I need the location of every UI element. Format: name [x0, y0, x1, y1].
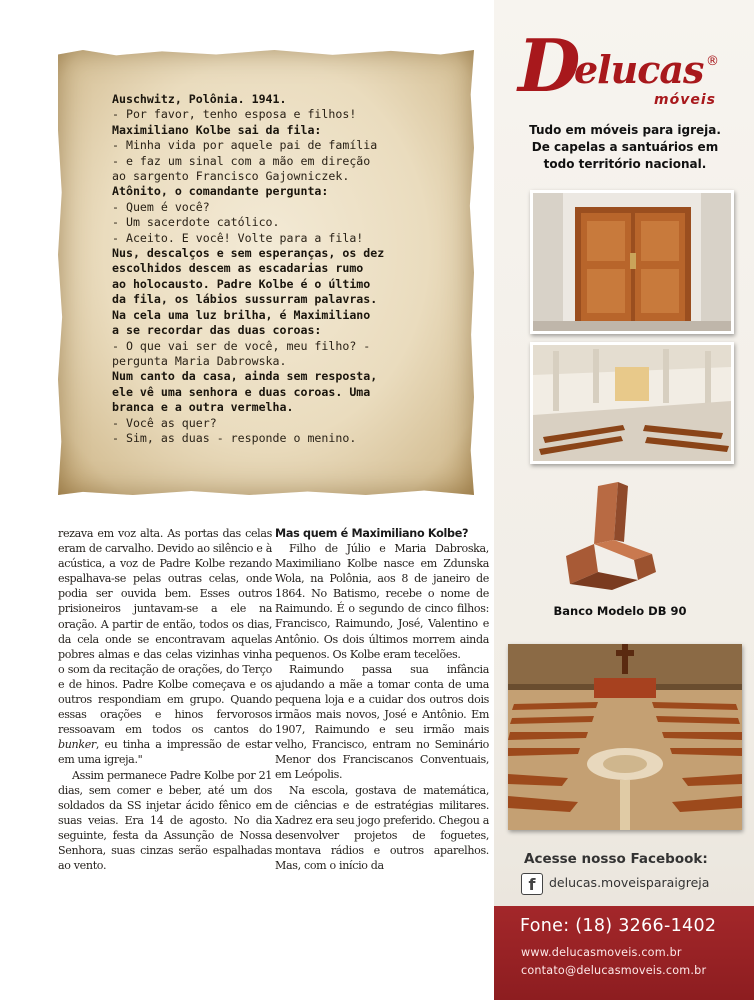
- church-doors-photo: [530, 190, 734, 334]
- poem-line: Num canto da casa, ainda sem resposta,: [112, 369, 378, 384]
- facebook-icon[interactable]: f: [521, 873, 543, 895]
- poem-text: [112, 92, 464, 446]
- poem-line: - Quem é você?: [112, 199, 210, 214]
- poem-line: Na cela uma luz brilha, é Maximiliano: [112, 307, 371, 322]
- church-hall-photo: [508, 644, 742, 830]
- phone-number: Fone: (18) 3266-1402: [520, 916, 717, 936]
- registered-mark: ®: [706, 54, 719, 69]
- poem-line: da fila, os lábios sussurram palavras.: [112, 292, 378, 307]
- section-heading: Mas quem é Maximiliano Kolbe?: [275, 527, 469, 540]
- poem-line: a se recordar das duas coroas:: [112, 323, 322, 338]
- poem-line: - O que vai ser de você, meu filho? -: [112, 338, 371, 353]
- column1-paragraph-2: Assim permanece Padre Kolbe por 21 dias, sem comer e beber, até um dos soldados da SS injetar ácido fênico em suas veias. Era 14 de agosto. No dia seguinte, festa da Assunção de Nossa Senhora, suas cinzas serão espalhadas ao vento.: [58, 768, 272, 873]
- poem-line: escolhidos descem as escadarias rumo: [112, 261, 364, 276]
- poem-line: - Minha vida por aquele pai de família: [112, 138, 378, 153]
- brand-logo-word: elucas: [574, 47, 704, 92]
- brand-logo-subtitle: móveis: [654, 92, 716, 108]
- poem-line: - Um sacerdote católico.: [112, 215, 280, 230]
- chapel-interior-photo: [530, 342, 734, 464]
- bench-product-image: [556, 480, 682, 590]
- poem-line: - Sim, as duas - responde o menino.: [112, 430, 357, 445]
- column2-paragraph-3: Na escola, gostava de matemática, de ciências e de estratégias militares. Xadrez era seu jogo preferido. Chegou a desenvolver projetos de foguetes, montava rádios e outros aparelhos. Mas, com o início da: [275, 783, 489, 872]
- poem-line: - Aceito. E você! Volte para a fila!: [112, 230, 364, 245]
- poem-line: Auschwitz, Polônia. 1941.: [112, 92, 287, 106]
- article-column-2: [275, 526, 489, 873]
- poem-line: ao sargento Francisco Gajowniczek.: [112, 169, 350, 184]
- email-link[interactable]: contato@delucasmoveis.com.br: [521, 964, 707, 977]
- facebook-title: Acesse nosso Facebook:: [524, 851, 708, 867]
- facebook-handle[interactable]: delucas.moveisparaigreja: [549, 875, 710, 890]
- poem-line: Atônito, o comandante pergunta:: [112, 184, 329, 199]
- poem-line: Nus, descalços e sem esperanças, os dez: [112, 246, 385, 261]
- poem-line: - e faz um sinal com a mão em direção: [112, 153, 371, 168]
- product-caption: Banco Modelo DB 90: [553, 604, 687, 618]
- poem-line: ao holocausto. Padre Kolbe é o último: [112, 276, 371, 291]
- poem-line: ele vê uma senhora e duas coroas. Uma: [112, 384, 371, 399]
- column2-paragraph-2: Raimundo passa sua infância ajudando a mãe a tomar conta de uma pequena loja e a cuidar dos outros dois irmãos mais novos, José e Antônio. Em 1907, Raimundo e seu irmão mais velho, Francisco, entram no Seminário Menor dos Franciscanos Conventuais, em Leópolis.: [275, 662, 489, 782]
- website-link[interactable]: www.delucasmoveis.com.br: [521, 946, 682, 959]
- brand-logo-letter: D: [518, 23, 581, 108]
- column1-paragraph-1: rezava em voz alta. As portas das celas eram de carvalho. Devido ao silêncio e à acústica, a voz de Padre Kolbe rezando espalhava-se pelas outras celas, onde podia ser ouvida bem. Esses outros prisioneiros juntavam-se a ele na oração. A partir de então, todos os dias, da cela onde se encontravam aquelas pobres almas e das celas vizinhas vinha o som da recitação de orações, do Terço e de hinos. Padre Kolbe começava e os outros respondiam em grupo. Quando essas orações e hinos fervorosos ressoavam em todos os cantos do bunker, eu tinha a impressão de estar em uma igreja.": [58, 527, 272, 767]
- poem-line: pergunta Maria Dabrowska.: [112, 353, 287, 368]
- poem-line: - Você as quer?: [112, 415, 217, 430]
- poem-line: - Por favor, tenho esposa e filhos!: [112, 107, 357, 122]
- article-column-1: [58, 526, 272, 873]
- column2-paragraph-1: Filho de Júlio e Maria Dabroska, Maximiliano Kolbe nasce em Zdunska Wola, na Polônia, aos 8 de janeiro de 1864. No Batismo, recebe o nome de Raimundo. É o segundo de cinco filhos: Francisco, Raimundo, José, Valentino e Antônio. Os dois últimos morrem ainda pequenos. Os Kolbe eram tecelões.: [275, 542, 489, 661]
- poem-line: branca e a outra vermelha.: [112, 400, 294, 415]
- poem-line: Maximiliano Kolbe sai da fila:: [112, 122, 322, 137]
- ad-tagline: Tudo em móveis para igreja. De capelas a santuários em todo território nacional.: [529, 123, 721, 171]
